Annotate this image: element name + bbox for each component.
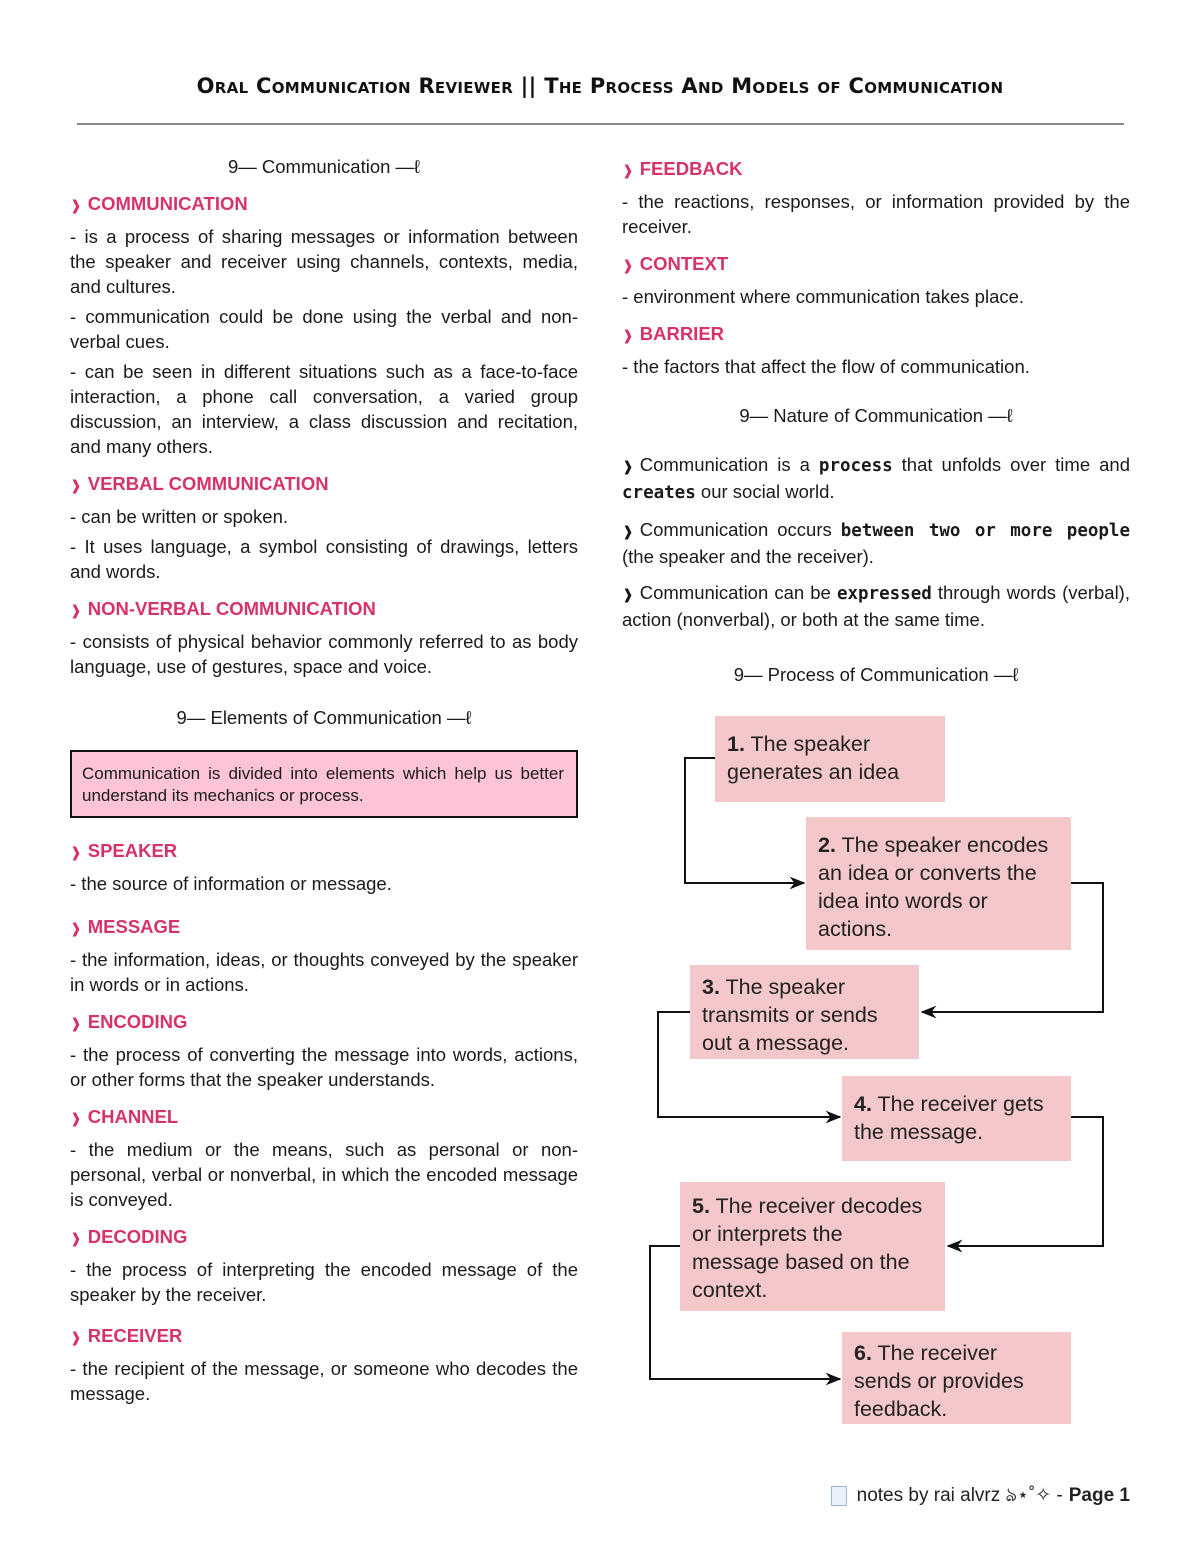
process-step-1: 1. The speaker generates an idea [715,716,945,802]
bullet-icon: ❱ [70,1110,82,1126]
definition: - communication could be done using the verbal and non-verbal cues. [70,306,578,352]
page-footer [831,1483,1130,1509]
definition: - the medium or the means, such as personal or non-personal, verbal or nonverbal, in which the encoded message is conveyed. [70,1139,578,1210]
term-barrier: ❱ BARRIER [622,323,725,344]
term-verbal-communication: ❱ VERBAL COMMUNICATION [70,473,329,494]
section-title-communication: 9— Communication —ℓ [227,156,421,177]
term-channel: ❱ CHANNEL [70,1106,179,1127]
bullet-icon: ❱ [622,586,634,602]
nature-item: ❱ Communication occurs between two or more people (the speaker and the receiver). [622,519,1131,567]
term-encoding: ❱ ENCODING [70,1011,188,1032]
definition: - the reactions, responses, or information provided by the receiver. [622,191,1130,237]
term-feedback: ❱ FEEDBACK [622,158,743,179]
left-column [70,154,578,1411]
bullet-icon: ❱ [70,602,82,618]
term-speaker: ❱ SPEAKER [70,840,178,861]
definition: - the process of interpreting the encoded message of the speaker by the receiver. [70,1259,578,1305]
bullet-icon: ❱ [622,257,634,273]
page-title: Oral Communication Reviewer || The Process And Models of Communication [196,74,1004,98]
nature-item: ❱ Communication is a process that unfolds over time and creates our social world. [622,454,1130,503]
nature-item: ❱ Communication can be expressed through words (verbal), action (nonverbal), or both at the same time. [622,582,1130,630]
bullet-icon: ❱ [70,1329,82,1345]
bullet-icon: ❱ [70,1015,82,1031]
footer-note: notes by rai alvrz ঌ⋆˚✧ - [856,1485,1063,1506]
process-step-6: 6. The receiver sends or provides feedback. [842,1332,1071,1424]
bullet-icon: ❱ [70,197,82,213]
definition: - environment where communication takes place. [622,286,1025,307]
header-divider [77,123,1124,125]
bullet-icon: ❱ [622,458,634,474]
bullet-icon: ❱ [622,327,634,343]
definition: - the information, ideas, or thoughts conveyed by the speaker in words or in actions. [70,949,578,995]
term-non-verbal-communication: ❱ NON-VERBAL COMMUNICATION [70,598,376,619]
bullet-icon: ❱ [70,477,82,493]
definition: - is a process of sharing messages or information between the speaker and receiver using channels, contexts, media, and cultures. [70,226,578,297]
term-message: ❱ MESSAGE [70,916,181,937]
definition: - the source of information or message. [70,873,392,894]
definition: - the factors that affect the flow of communication. [622,356,1030,377]
definition: - can be written or spoken. [70,506,288,527]
bullet-icon: ❱ [622,162,634,178]
note-box: Communication is divided into elements which help us better understand its mechanics or process. [70,750,578,818]
term-receiver: ❱ RECEIVER [70,1325,183,1346]
process-step-3: 3. The speaker transmits or sends out a message. [690,965,919,1059]
bullet-icon: ❱ [622,523,634,539]
process-step-5: 5. The receiver decodes or interprets the message based on the context. [680,1182,945,1311]
process-step-4: 4. The receiver gets the message. [842,1076,1071,1161]
page-number: Page 1 [1068,1485,1130,1506]
bullet-icon: ❱ [70,844,82,860]
right-column [622,154,1130,699]
section-title-process: 9— Process of Communication —ℓ [733,664,1019,685]
section-title-nature: 9— Nature of Communication —ℓ [739,405,1013,426]
definition: - the process of converting the message into words, actions, or other forms that the speaker understands. [70,1044,578,1090]
notes-icon [831,1486,847,1506]
definition: - It uses language, a symbol consisting of drawings, letters and words. [70,536,578,582]
definition: - the recipient of the message, or someone who decodes the message. [70,1358,578,1404]
bullet-icon: ❱ [70,920,82,936]
definition: - consists of physical behavior commonly referred to as body language, use of gestures, space and voice. [70,631,578,677]
term-decoding: ❱ DECODING [70,1226,188,1247]
section-title-elements: 9— Elements of Communication —ℓ [176,707,472,728]
bullet-icon: ❱ [70,1230,82,1246]
definition: - can be seen in different situations such as a face-to-face interaction, a phone call conversation, a varied group discussion, an interview, a class discussion and recitation, and many others. [70,361,578,457]
process-step-2: 2. The speaker encodes an idea or converts the idea into words or actions. [806,817,1071,950]
term-communication: ❱ COMMUNICATION [70,193,248,214]
term-context: ❱ CONTEXT [622,253,729,274]
